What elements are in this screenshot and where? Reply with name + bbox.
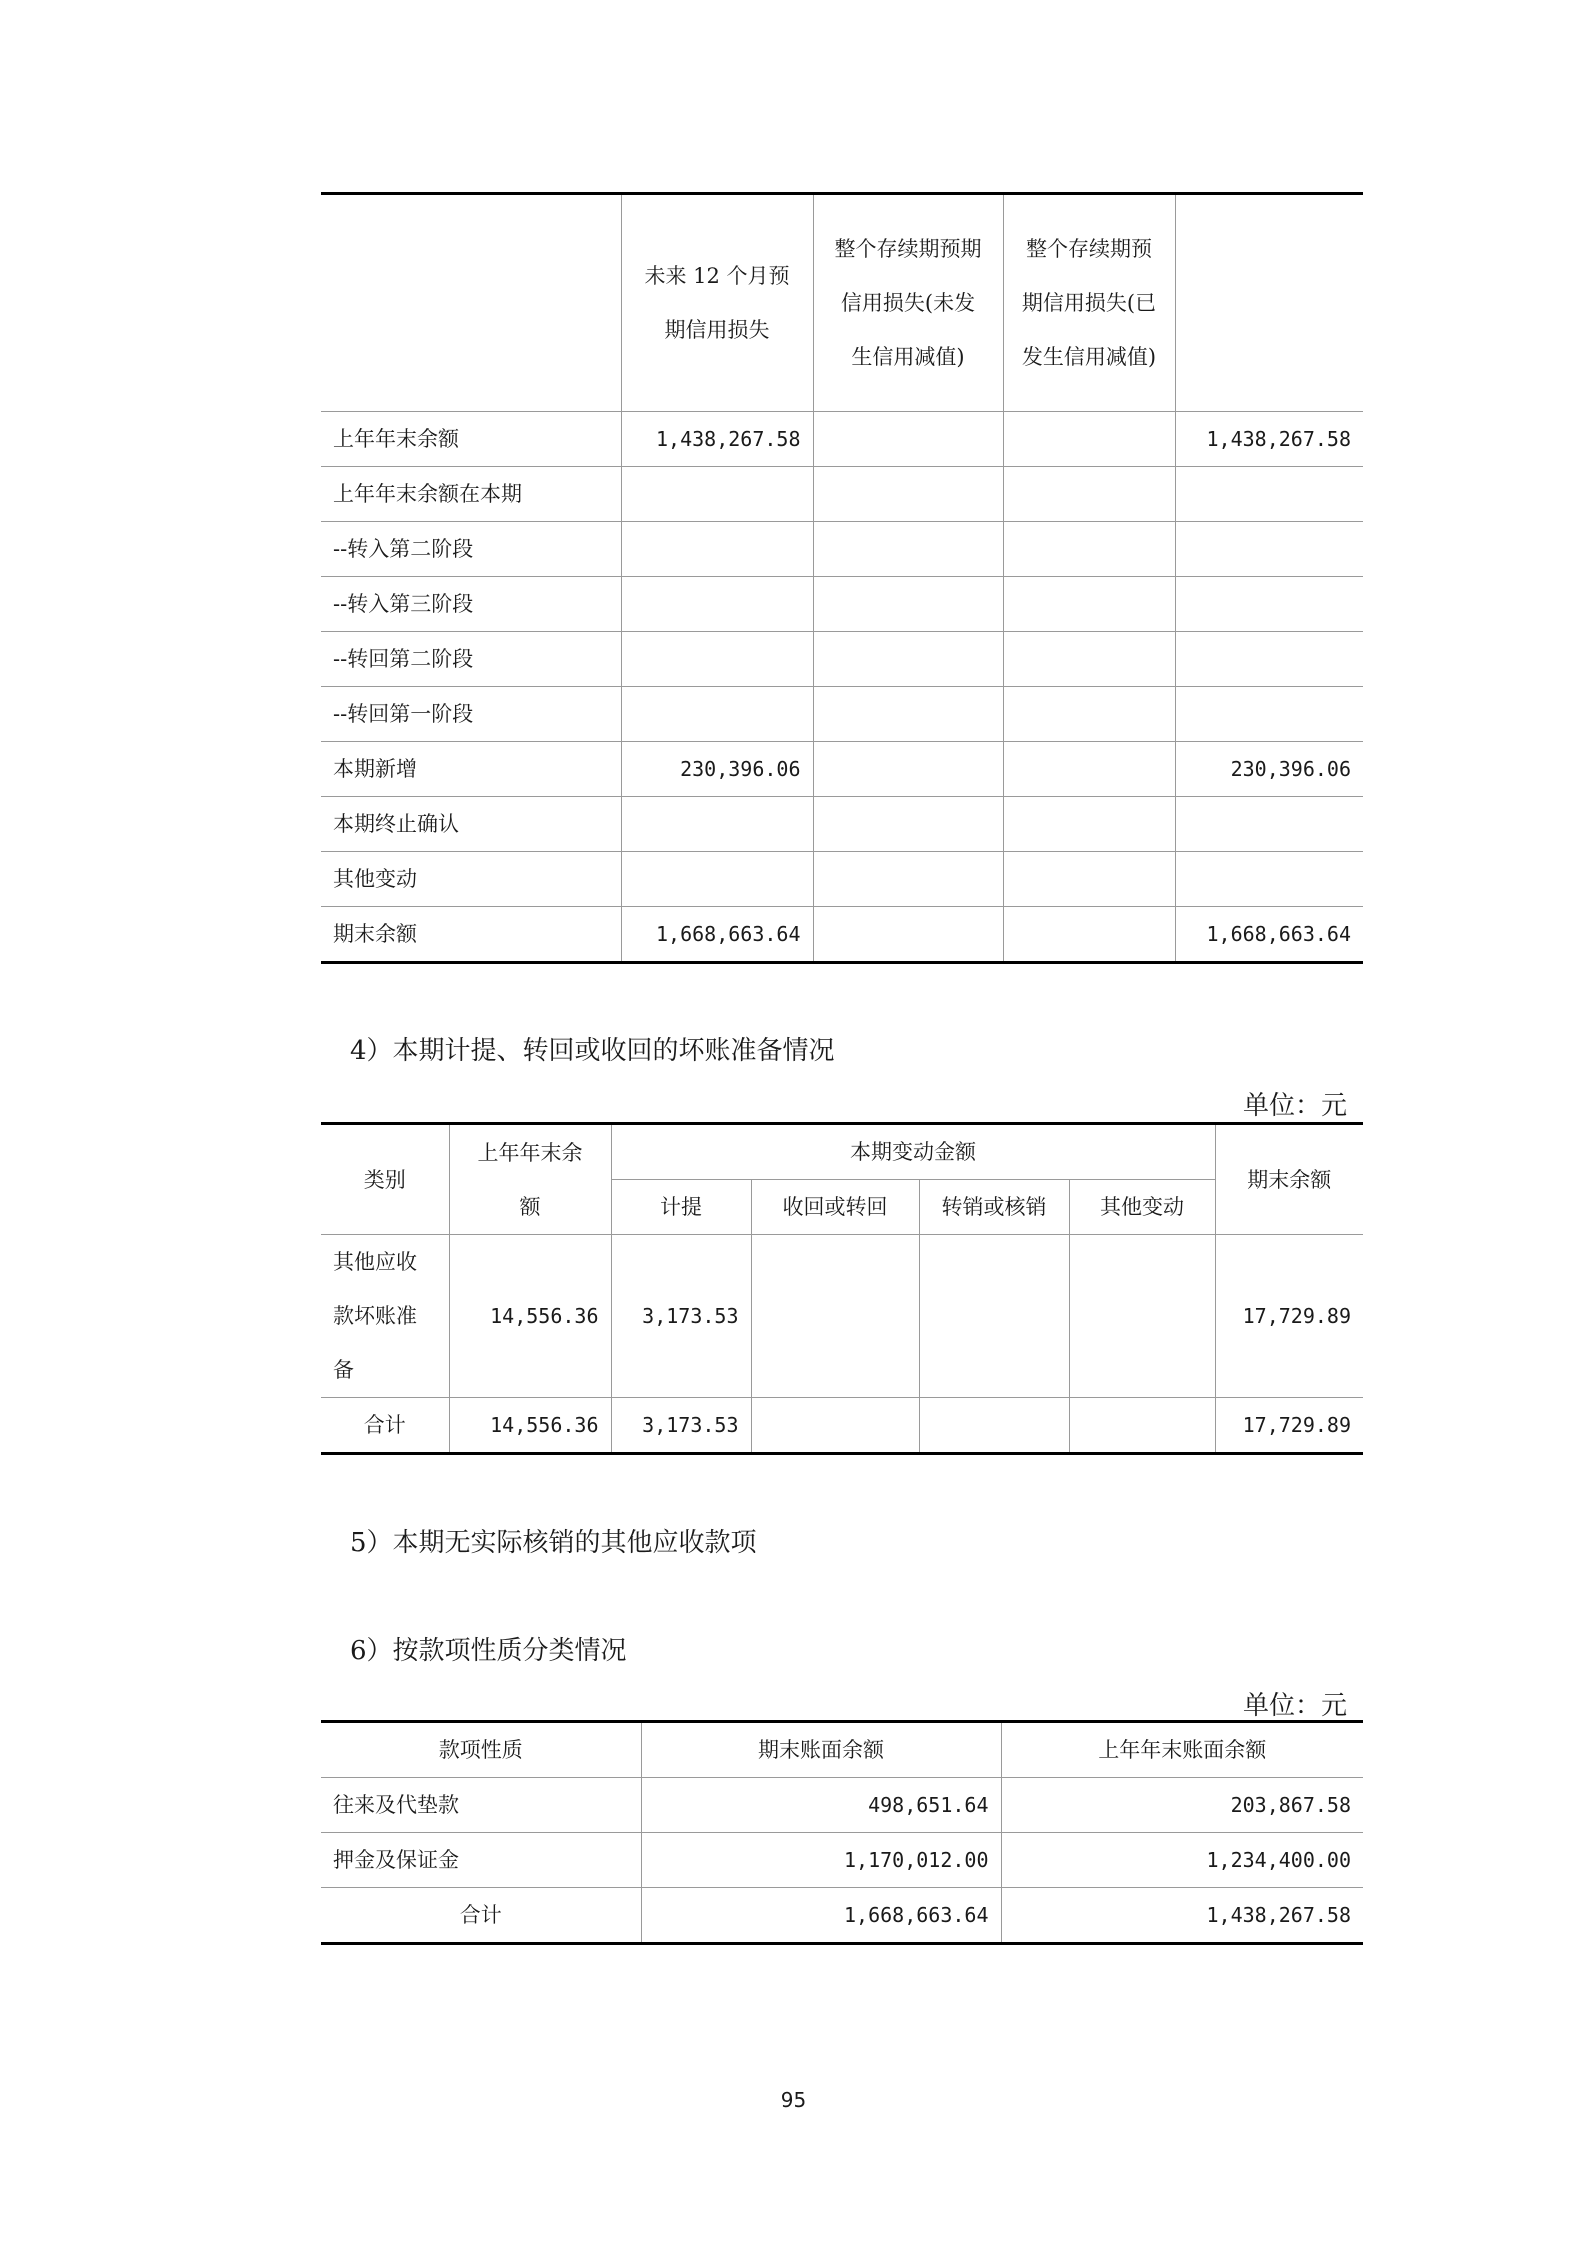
section5-title: 5）本期无实际核销的其他应收款项 xyxy=(350,1528,757,1558)
cell-value xyxy=(1175,467,1363,522)
header-12m-ecl: 未来 12 个月预期信用损失 xyxy=(621,194,813,412)
row-label: 上年年末余额 xyxy=(321,412,621,467)
cell-value: 3,173.53 xyxy=(611,1398,751,1454)
row-label: 期末余额 xyxy=(321,907,621,963)
row-label: 上年年末余额在本期 xyxy=(321,467,621,522)
cell-value: 14,556.36 xyxy=(449,1235,611,1398)
table-row xyxy=(321,1398,1363,1454)
receivable-nature-table xyxy=(321,1720,1363,1945)
cell-value xyxy=(1175,687,1363,742)
header-category: 类别 xyxy=(321,1124,449,1235)
cell-value xyxy=(621,632,813,687)
table-header-row xyxy=(321,1124,1363,1180)
cell-value xyxy=(1175,797,1363,852)
table-row xyxy=(321,852,1363,907)
table-row xyxy=(321,687,1363,742)
table-row xyxy=(321,1888,1363,1944)
cell-value: 1,668,663.64 xyxy=(641,1888,1001,1944)
table-row xyxy=(321,522,1363,577)
row-label: --转入第三阶段 xyxy=(321,577,621,632)
header-ending-balance: 期末余额 xyxy=(1215,1124,1363,1235)
cell-value xyxy=(1003,412,1175,467)
cell-value xyxy=(813,797,1003,852)
header-lifetime-impaired: 整个存续期预期信用损失(已发生信用减值) xyxy=(1003,194,1175,412)
section6-unit: 单位：元 xyxy=(1242,1691,1347,1721)
cell-value xyxy=(1069,1235,1215,1398)
cell-value xyxy=(1003,907,1175,963)
cell-value: 1,668,663.64 xyxy=(621,907,813,963)
cell-value xyxy=(1069,1398,1215,1454)
cell-value xyxy=(813,467,1003,522)
cell-value xyxy=(919,1235,1069,1398)
cell-value xyxy=(1003,632,1175,687)
table-row xyxy=(321,1833,1363,1888)
cell-value: 1,170,012.00 xyxy=(641,1833,1001,1888)
header-nature: 款项性质 xyxy=(321,1722,641,1778)
cell-value: 17,729.89 xyxy=(1215,1398,1363,1454)
cell-value: 1,438,267.58 xyxy=(621,412,813,467)
header-total-blank xyxy=(1175,194,1363,412)
cell-value xyxy=(1175,632,1363,687)
row-label: 其他变动 xyxy=(321,852,621,907)
cell-value xyxy=(813,412,1003,467)
section4-title: 4）本期计提、转回或收回的坏账准备情况 xyxy=(350,1036,835,1066)
cell-value: 1,234,400.00 xyxy=(1001,1833,1363,1888)
table-row xyxy=(321,577,1363,632)
header-accrued: 计提 xyxy=(611,1180,751,1235)
page-number: 95 xyxy=(780,2088,807,2112)
cell-value xyxy=(751,1398,919,1454)
table-row xyxy=(321,1235,1363,1398)
cell-value xyxy=(1003,577,1175,632)
ecl-stage-table xyxy=(321,192,1363,964)
cell-value xyxy=(813,852,1003,907)
cell-value xyxy=(1175,852,1363,907)
cell-value xyxy=(1003,687,1175,742)
cell-value: 230,396.06 xyxy=(621,742,813,797)
cell-value xyxy=(621,467,813,522)
cell-value xyxy=(621,797,813,852)
cell-value xyxy=(919,1398,1069,1454)
cell-value: 1,438,267.58 xyxy=(1001,1888,1363,1944)
cell-value xyxy=(1003,742,1175,797)
header-prior-balance: 上年年末余额 xyxy=(449,1124,611,1235)
row-label: --转回第二阶段 xyxy=(321,632,621,687)
section4-unit: 单位：元 xyxy=(1242,1091,1347,1121)
cell-value xyxy=(813,632,1003,687)
row-label: 合计 xyxy=(321,1888,641,1944)
table-row xyxy=(321,907,1363,963)
header-ending-book-balance: 期末账面余额 xyxy=(641,1722,1001,1778)
row-label: 往来及代垫款 xyxy=(321,1778,641,1833)
cell-value xyxy=(621,577,813,632)
cell-value xyxy=(813,577,1003,632)
header-recovered: 收回或转回 xyxy=(751,1180,919,1235)
row-label: 本期新增 xyxy=(321,742,621,797)
header-other-change: 其他变动 xyxy=(1069,1180,1215,1235)
cell-value xyxy=(1003,797,1175,852)
cell-value xyxy=(1003,852,1175,907)
cell-value: 17,729.89 xyxy=(1215,1235,1363,1398)
cell-value xyxy=(621,687,813,742)
cell-value xyxy=(1003,467,1175,522)
cell-value: 3,173.53 xyxy=(611,1235,751,1398)
table-row xyxy=(321,412,1363,467)
row-label: 本期终止确认 xyxy=(321,797,621,852)
cell-value: 1,668,663.64 xyxy=(1175,907,1363,963)
header-written-off: 转销或核销 xyxy=(919,1180,1069,1235)
cell-value xyxy=(751,1235,919,1398)
table-row xyxy=(321,632,1363,687)
cell-value: 1,438,267.58 xyxy=(1175,412,1363,467)
table-row xyxy=(321,742,1363,797)
row-label: 押金及保证金 xyxy=(321,1833,641,1888)
cell-value xyxy=(813,907,1003,963)
table-row xyxy=(321,467,1363,522)
table-header-row xyxy=(321,194,1363,412)
cell-value xyxy=(813,687,1003,742)
cell-value: 498,651.64 xyxy=(641,1778,1001,1833)
table-row xyxy=(321,797,1363,852)
cell-value xyxy=(1175,522,1363,577)
row-label: 其他应收款坏账准备 xyxy=(321,1235,449,1398)
cell-value: 230,396.06 xyxy=(1175,742,1363,797)
table-row xyxy=(321,1778,1363,1833)
cell-value: 14,556.36 xyxy=(449,1398,611,1454)
bad-debt-provision-table xyxy=(321,1122,1363,1455)
cell-value xyxy=(813,522,1003,577)
cell-value: 203,867.58 xyxy=(1001,1778,1363,1833)
cell-value xyxy=(621,852,813,907)
header-lifetime-not-impaired: 整个存续期预期信用损失(未发生信用减值) xyxy=(813,194,1003,412)
row-label: --转入第二阶段 xyxy=(321,522,621,577)
header-prior-book-balance: 上年年末账面余额 xyxy=(1001,1722,1363,1778)
cell-value xyxy=(1003,522,1175,577)
header-change-group: 本期变动金额 xyxy=(611,1124,1215,1180)
row-label: --转回第一阶段 xyxy=(321,687,621,742)
cell-value xyxy=(813,742,1003,797)
cell-value xyxy=(1175,577,1363,632)
row-label: 合计 xyxy=(321,1398,449,1454)
header-blank xyxy=(321,194,621,412)
section6-title: 6）按款项性质分类情况 xyxy=(350,1636,627,1666)
cell-value xyxy=(621,522,813,577)
table-header-row xyxy=(321,1722,1363,1778)
